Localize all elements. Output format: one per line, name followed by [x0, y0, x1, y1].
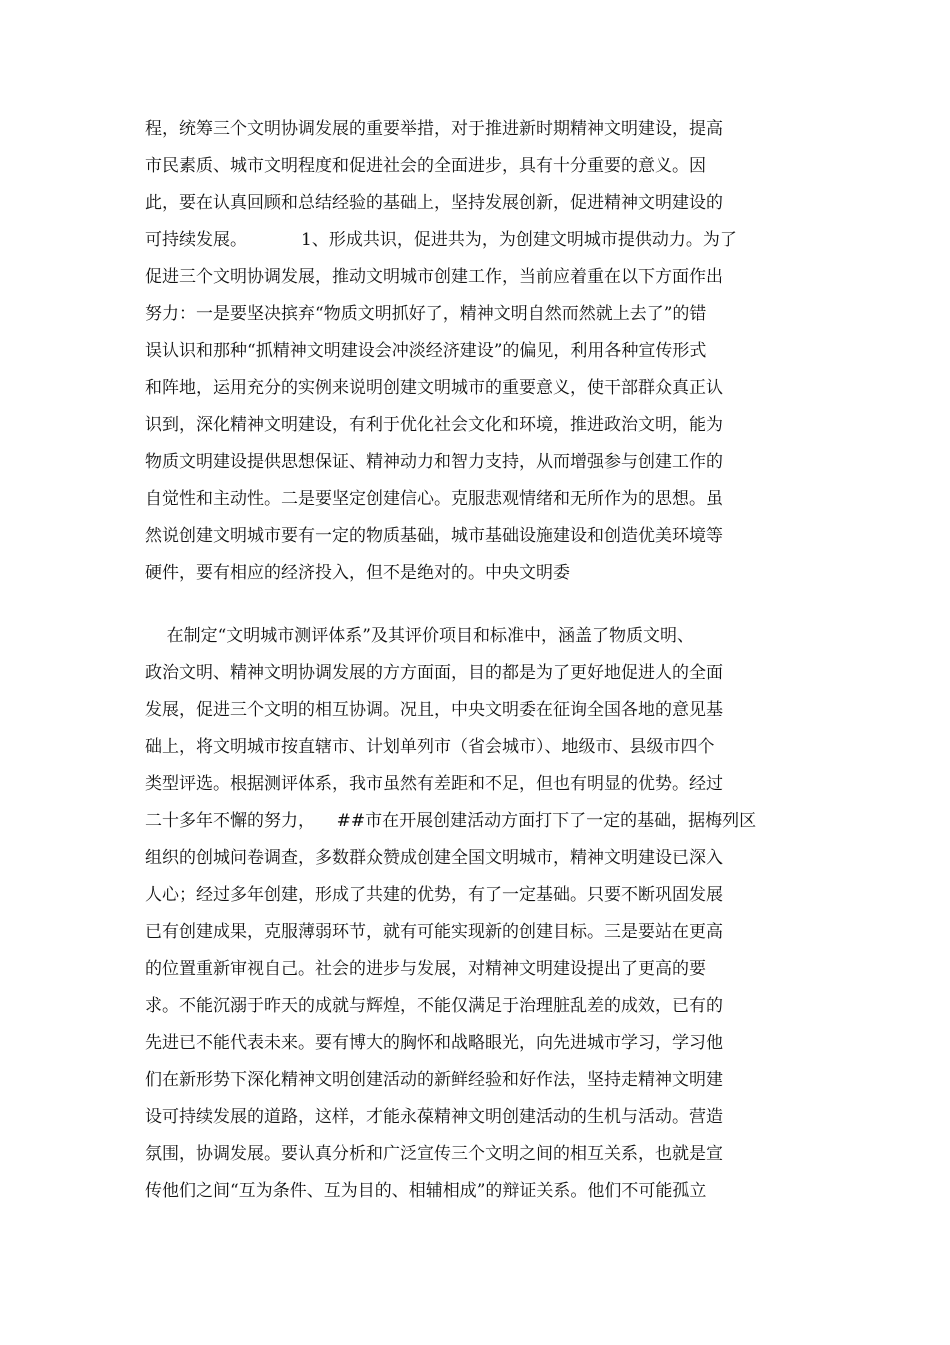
text-line: 努力：一是要坚决摈弃“物质文明抓好了，精神文明自然而然就上去了”的错: [145, 304, 707, 324]
text-line: 政治文明、精神文明协调发展的方方面面，目的都是为了更好地促进人的全面: [145, 663, 723, 683]
text-line: 市民素质、城市文明程度和促进社会的全面进步，具有十分重要的意义。因: [145, 156, 706, 176]
text-line: 此，要在认真回顾和总结经验的基础上，坚持发展创新，促进精神文明建设的: [145, 193, 723, 213]
text-line: 然说创建文明城市要有一定的物质基础，城市基础设施建设和创造优美环境等: [145, 526, 723, 546]
text-line: 可持续发展。 1、形成共识，促进共为，为创建文明城市提供动力。为了: [145, 230, 737, 250]
text-line: 氛围，协调发展。要认真分析和广泛宣传三个文明之间的相互关系，也就是宣: [145, 1144, 723, 1164]
text-line: 和阵地，运用充分的实例来说明创建文明城市的重要意义，使干部群众真正认: [145, 378, 723, 398]
text-line: 二十多年不懈的努力， ##市在开展创建活动方面打下了一定的基础，据梅列区: [145, 811, 757, 831]
text-line: 先进已不能代表未来。要有博大的胸怀和战略眼光，向先进城市学习，学习他: [145, 1033, 723, 1053]
text-line: 传他们之间“互为条件、互为目的、相辅相成”的辩证关系。他们不可能孤立: [145, 1181, 707, 1201]
text-line: 识到，深化精神文明建设，有利于优化社会文化和环境，推进政治文明，能为: [145, 415, 723, 435]
text-line: 物质文明建设提供思想保证、精神动力和智力支持，从而增强参与创建工作的: [145, 452, 723, 472]
text-line: 设可持续发展的道路，这样，才能永葆精神文明创建活动的生机与活动。营造: [145, 1107, 723, 1127]
text-line: 人心；经过多年创建，形成了共建的优势，有了一定基础。只要不断巩固发展: [145, 885, 723, 905]
text-line: 础上，将文明城市按直辖市、计划单列市（省会城市）、地级市、县级市四个: [145, 737, 715, 757]
text-line: 类型评选。根据测评体系，我市虽然有差距和不足，但也有明显的优势。经过: [145, 774, 723, 794]
text-line: 发展，促进三个文明的相互协调。况且，中央文明委在征询全国各地的意见基: [145, 700, 723, 720]
text-line: 求。不能沉溺于昨天的成就与辉煌，不能仅满足于治理脏乱差的成效，已有的: [145, 996, 723, 1016]
text-line: 组织的创城问卷调查，多数群众赞成创建全国文明城市，精神文明建设已深入: [145, 848, 723, 868]
text-line: 误认识和那种“抓精神文明建设会冲淡经济建设”的偏见，利用各种宣传形式: [145, 341, 707, 361]
text-line: 促进三个文明协调发展，推动文明城市创建工作，当前应着重在以下方面作出: [145, 267, 723, 287]
text-line: 已有创建成果，克服薄弱环节，就有可能实现新的创建目标。三是要站在更高: [145, 922, 723, 942]
text-line: 们在新形势下深化精神文明创建活动的新鲜经验和好作法，坚持走精神文明建: [145, 1070, 723, 1090]
text-line: 硬件，要有相应的经济投入，但不是绝对的。中央文明委: [145, 563, 570, 583]
text-line: 程，统筹三个文明协调发展的重要举措，对于推进新时期精神文明建设，提高: [145, 119, 723, 139]
text-line: 的位置重新审视自己。社会的进步与发展，对精神文明建设提出了更高的要: [145, 959, 706, 979]
text-line: 在制定“文明城市测评体系”及其评价项目和标准中，涵盖了物质文明、: [145, 626, 694, 646]
text-line: 自觉性和主动性。二是要坚定创建信心。克服悲观情绪和无所作为的思想。虽: [145, 489, 723, 509]
